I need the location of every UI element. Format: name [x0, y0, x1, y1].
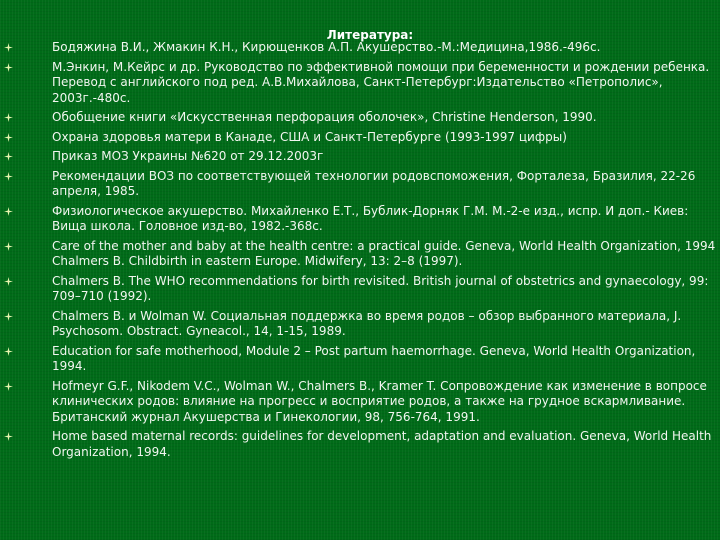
- reference-item: [4, 60, 716, 107]
- reference-text: Chalmers B. и Wolman W. Социальная поддержка во время родов – обзор выбранного материала, J. Psychosom. Obstract. Gyneacol., 14, 1-15, 1989.: [52, 308, 682, 338]
- reference-item: [4, 429, 716, 460]
- reference-text: Физиологическое акушерство. Михайленко Е.Т., Бублик-Дорняк Г.М. М.-2-е изд., испр. И доп.- Киев: Вища школа. Головное изд-во, 1982.-368с.: [52, 203, 689, 233]
- reference-item: [4, 149, 716, 165]
- reference-text: Обобщение книги «Искусственная перфорация оболочек», Christine Henderson, 1990.: [52, 110, 597, 124]
- plus-bullet-icon: [4, 207, 13, 216]
- reference-text: Chalmers B. The WHO recommendations for birth revisited. British journal of obstetrics and gynaecology, 99: 709–710 (1992).: [52, 273, 709, 303]
- reference-item: [4, 344, 716, 375]
- reference-list: [4, 40, 716, 464]
- plus-bullet-icon: [4, 312, 13, 321]
- plus-bullet-icon: [4, 432, 13, 441]
- reference-item: [4, 40, 716, 56]
- reference-text: Бодяжина В.И., Жмакин К.Н., Кирющенков А.П. Акушерство.-М.:Медицина,1986.-496с.: [52, 40, 601, 54]
- plus-bullet-icon: [4, 113, 13, 122]
- reference-item: [4, 130, 716, 146]
- reference-text: М.Энкин, М.Кейрс и др. Руководство по эффективной помощи при беременности и рождении ребенка. Перевод с английского под ред. А.В.Михайлова, Санкт-Петербург:Издательство «Петрополис», 2003г.-480с.: [52, 59, 710, 105]
- reference-text: Education for safe motherhood, Module 2 – Post partum haemorrhage. Geneva, World Health Organization, 1994.: [52, 343, 696, 373]
- plus-bullet-icon: [4, 242, 13, 251]
- plus-bullet-icon: [4, 133, 13, 142]
- reference-item: [4, 309, 716, 340]
- plus-bullet-icon: [4, 172, 13, 181]
- plus-bullet-icon: [4, 63, 13, 72]
- reference-text: Hofmeyr G.F., Nikodem V.C., Wolman W., Chalmers B., Kramer T. Сопровождение как изменение в вопросе клинических родов: влияние на прогресс и восприятие родов, а также на грудное вскармливание. Британский журнал Акушерства и Гинекологии, 98, 756-764, 1991.: [52, 378, 707, 424]
- plus-bullet-icon: [4, 277, 13, 286]
- reference-text: Home based maternal records: guidelines for development, adaptation and evaluation. Geneva, World Health Organization, 1994.: [52, 429, 712, 459]
- reference-item: [4, 169, 716, 200]
- reference-item: [4, 379, 716, 426]
- reference-text: Охрана здоровья матери в Канаде, США и Санкт-Петербурге (1993-1997 цифры): [52, 129, 567, 144]
- reference-item: [4, 274, 716, 305]
- reference-text: Рекомендации ВОЗ по соответствующей технологии родовспоможения, Форталеза, Бразилия, 22-26 апреля, 1985.: [52, 168, 696, 198]
- reference-item: [4, 204, 716, 235]
- reference-item: [4, 110, 716, 126]
- reference-item: [4, 239, 716, 270]
- reference-text: Care of the mother and baby at the health centre: a practical guide. Geneva, World Health Organization, 1994 Chalmers B. Childbirth in eastern Europe. Midwifery, 13: 2–8 (1997).: [52, 238, 716, 268]
- plus-bullet-icon: [4, 382, 13, 391]
- reference-text: Приказ МОЗ Украины №620 от 29.12.2003г: [52, 149, 324, 163]
- plus-bullet-icon: [4, 347, 13, 356]
- plus-bullet-icon: [4, 152, 13, 161]
- plus-bullet-icon: [4, 43, 13, 52]
- page-title: Литература:: [326, 28, 414, 42]
